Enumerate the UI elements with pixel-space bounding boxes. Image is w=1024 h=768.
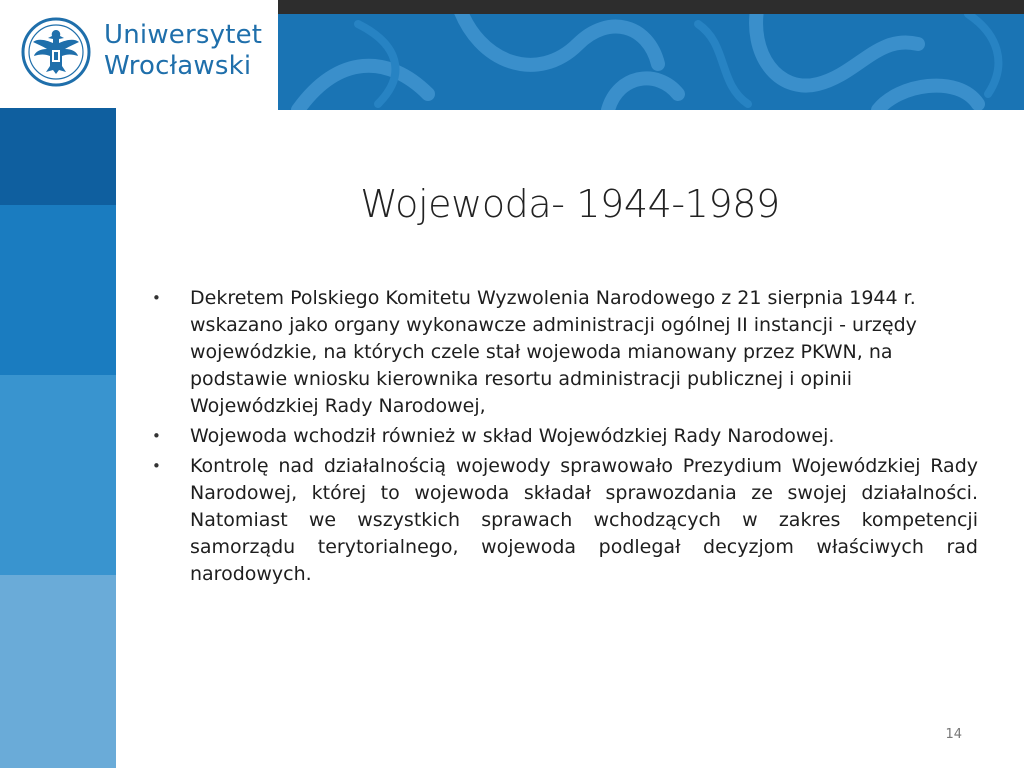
bullet-text: Wojewoda wchodził również w skład Wojewódzkiej Rady Narodowej. (190, 425, 835, 447)
logo-wordmark (104, 20, 262, 82)
header-dark-strip (278, 0, 1024, 14)
bullet-item (152, 453, 978, 588)
bullet-dot: • (152, 289, 161, 307)
page-number: 14 (945, 727, 962, 742)
wave-ornament (278, 14, 1024, 110)
slide-title: Wojewoda- 1944-1989 (360, 182, 780, 226)
university-logo (0, 0, 278, 108)
logo-line-1: Uniwersytet (104, 20, 263, 50)
bullet-item (152, 423, 978, 450)
left-bar-segment (0, 108, 116, 205)
bullet-text: Dekretem Polskiego Komitetu Wyzwolenia Narodowego z 21 sierpnia 1944 r. wskazano jako organy wykonawcze administracji ogólnej II instancji - urzędy wojewódzkie, na których czele stał wojewoda mianowany przez PKWN, na podstawie wniosku kierownika resortu administracji publicznej i opinii Wojewódzkiej Rady Narodowej, (190, 287, 917, 417)
bullet-item (152, 285, 978, 420)
bullet-list (152, 285, 978, 591)
bullet-dot: • (152, 457, 161, 475)
left-decorative-bar (0, 108, 116, 768)
eagle-emblem-icon (20, 16, 92, 88)
bullet-dot: • (152, 427, 161, 445)
logo-line-2: Wrocławski (104, 51, 252, 81)
left-bar-segment (0, 205, 116, 375)
left-bar-segment (0, 375, 116, 575)
header-decorative-band (278, 0, 1024, 110)
bullet-text: Kontrolę nad działalnością wojewody sprawowało Prezydium Wojewódzkiej Rady Narodowej, której to wojewoda składał sprawozdania ze swojej działalności. Natomiast we wszystkich sprawach wchodzących w zakres kompetencji samorządu terytorialnego, wojewoda podlegał decyzjom właściwych rad narodowych. (190, 455, 978, 585)
left-bar-segment (0, 575, 116, 768)
